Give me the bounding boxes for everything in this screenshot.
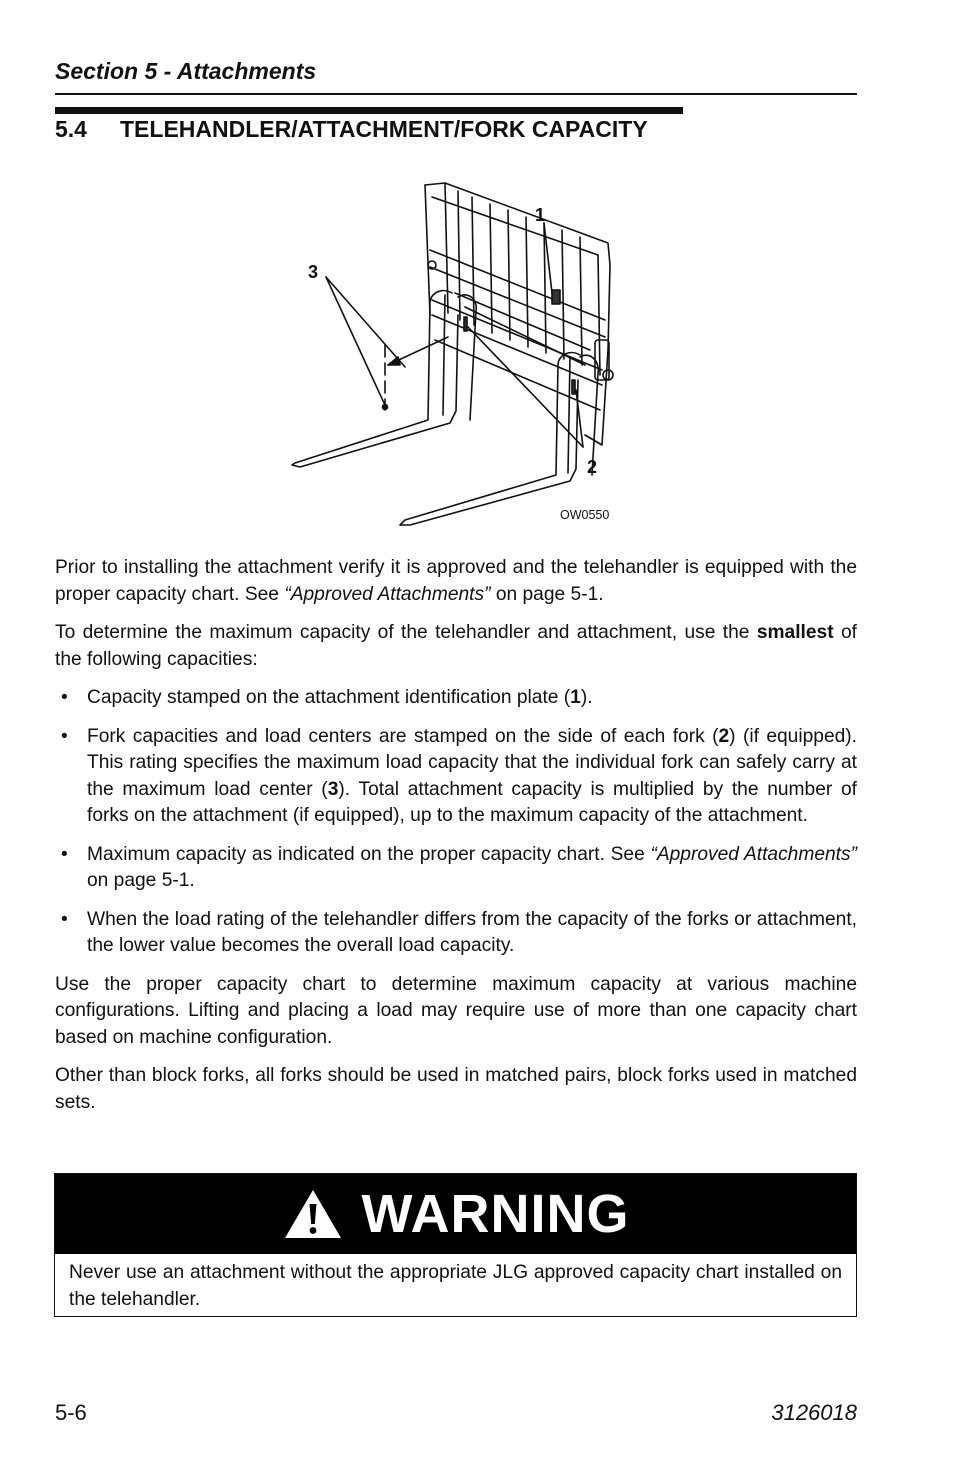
capacity-list xyxy=(55,685,857,960)
page-number: 5-6 xyxy=(55,1400,87,1425)
heading-rule xyxy=(55,107,683,114)
capacity-paragraph: To determine the maximum capacity of the telehandler and attachment, use the smallest of the following capacities: xyxy=(55,622,857,670)
callout-1: 1 xyxy=(535,205,546,225)
heading-title: TELEHANDLER/ATTACHMENT/FORK CAPACITY xyxy=(120,116,648,142)
list-item: • Maximum capacity as indicated on the proper capacity chart. See “Approved Attachments” on page 5-1. xyxy=(61,843,857,891)
bullet-icon: • xyxy=(61,687,68,708)
approved-attachments-link: “Approved Attachments” xyxy=(284,583,491,605)
approved-attachments-link: “Approved Attachments” xyxy=(650,843,857,865)
warning-text: Never use an attachment without the appropriate JLG approved capacity chart installed on the telehandler. xyxy=(69,1262,842,1310)
bullet-icon: • xyxy=(61,725,68,747)
heading-number: 5.4 xyxy=(55,116,87,142)
fork-carriage-illustration xyxy=(280,175,640,535)
list-item: • Capacity stamped on the attachment identification plate (1). xyxy=(55,685,857,712)
list-item: • Fork capacities and load centers are stamped on the side of each fork (2) (if equipped). This rating specifies the maximum load capacity that the individual fork can safely carry at the maximum load center (3). Total attachment capacity is multiplied by the number of forks on the attachment (if equipped), up to the maximum capacity of the attachment. xyxy=(61,725,858,826)
callout-3: 3 xyxy=(308,262,319,282)
intro-paragraph: Prior to installing the attachment verify it is approved and the telehandler is equipped with the proper capacity chart. See “Approved Attachments” on page 5-1. xyxy=(55,557,857,605)
section-heading xyxy=(55,116,648,143)
warning-header xyxy=(55,1174,856,1254)
warning-box xyxy=(54,1173,857,1317)
bullet-icon: • xyxy=(61,908,68,930)
matched-forks-paragraph: Other than block forks, all forks should be used in matched pairs, block forks used in matched sets. xyxy=(55,1065,857,1113)
capacity-chart-paragraph: Use the proper capacity chart to determine maximum capacity at various machine configurations. Lifting and placing a load may require use of more than one capacity chart based on machine configuration. xyxy=(55,973,857,1048)
list-item: • When the load rating of the telehandler differs from the capacity of the forks or attachment, the lower value becomes the overall load capacity. xyxy=(61,908,857,956)
callout-2: 2 xyxy=(587,457,598,477)
warning-title: WARNING xyxy=(361,1184,630,1244)
warning-triangle-icon xyxy=(282,1187,344,1241)
fork-carriage-figure xyxy=(280,175,640,535)
figure-code: OW0550 xyxy=(560,508,610,522)
section-header: Section 5 - Attachments xyxy=(55,58,317,84)
bullet-icon: • xyxy=(61,843,68,865)
body-text xyxy=(55,555,857,1128)
header-rule xyxy=(55,93,857,95)
document-number: 3126018 xyxy=(771,1400,857,1425)
